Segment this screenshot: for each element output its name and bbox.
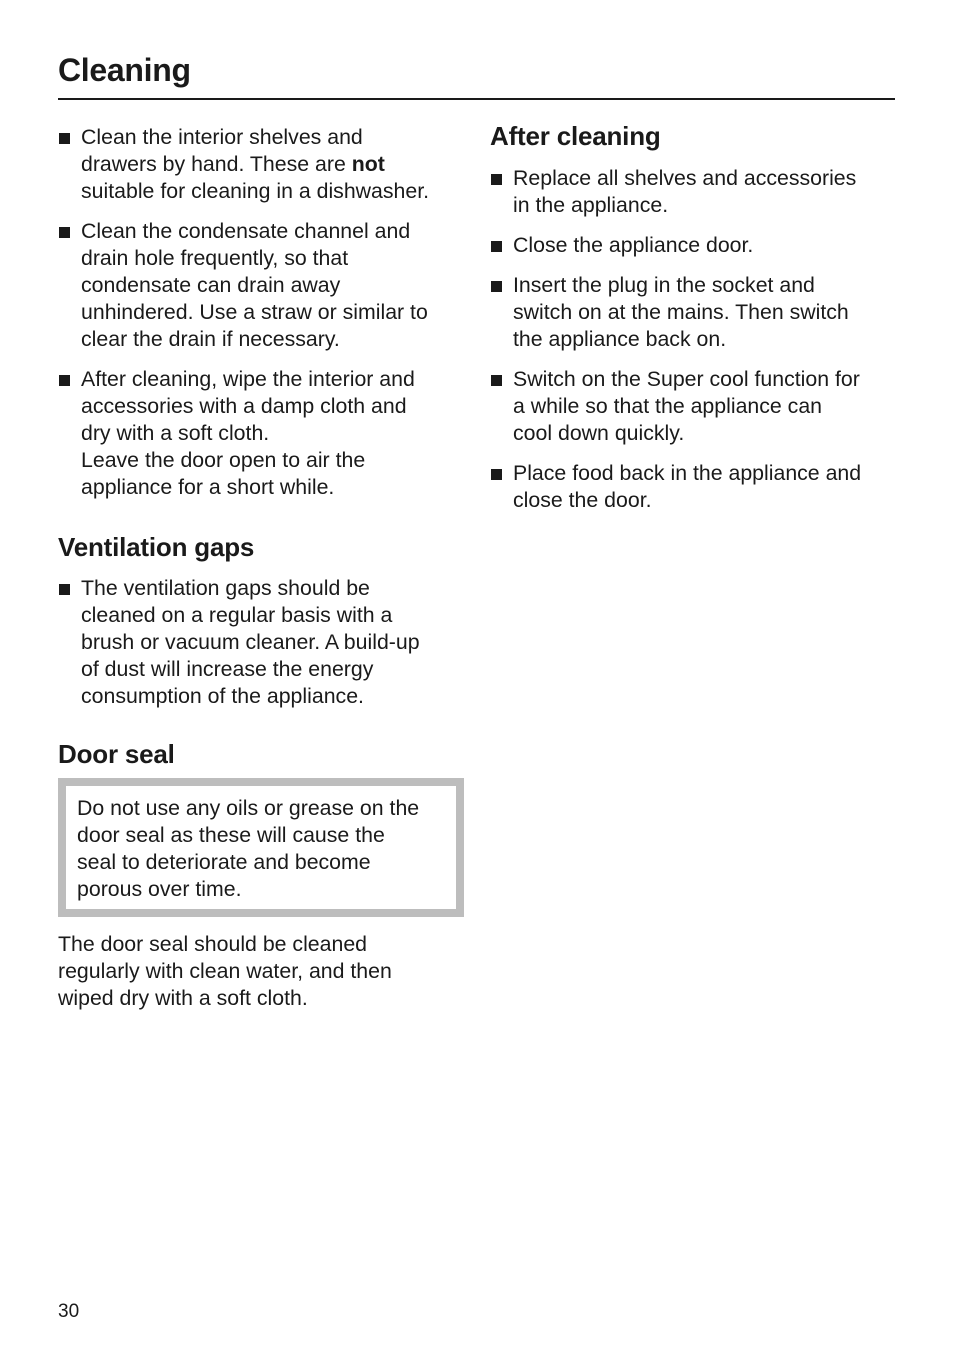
after-cleaning-heading: After cleaning: [490, 121, 661, 151]
bullet-line: The ventilation gaps should be: [81, 576, 370, 600]
list-item: [490, 272, 900, 353]
bullet-line: appliance for a short while.: [81, 475, 335, 499]
title-divider: [58, 98, 895, 100]
bullet-line: in the appliance.: [513, 193, 669, 217]
bullet-line: the appliance back on.: [513, 327, 727, 351]
bullet-line: Leave the door open to air the: [81, 448, 366, 472]
bullet-line: of dust will increase the energy: [81, 657, 374, 681]
square-bullet-icon: [59, 227, 70, 238]
bullet-line: Insert the plug in the socket and: [513, 273, 815, 297]
list-item: [490, 460, 900, 514]
bullet-line: Close the appliance door.: [513, 233, 754, 257]
paragraph-line: regularly with clean water, and then: [58, 959, 392, 983]
bullet-line: cleaned on a regular basis with a: [81, 603, 393, 627]
bullet-line: clear the drain if necessary.: [81, 327, 340, 351]
door-seal-warning-box: [58, 778, 464, 917]
warning-line: Do not use any oils or grease on the: [77, 796, 420, 820]
bullet-line: suitable for cleaning in a dishwasher.: [81, 179, 430, 203]
square-bullet-icon: [491, 469, 502, 480]
bullet-line: unhindered. Use a straw or similar to: [81, 300, 428, 324]
door-seal-heading: Door seal: [58, 739, 175, 769]
warning-line: porous over time.: [77, 877, 242, 901]
paragraph-line: The door seal should be cleaned: [58, 932, 368, 956]
bullet-line: [81, 151, 468, 178]
ventilation-bullet-list: [58, 575, 468, 723]
square-bullet-icon: [491, 281, 502, 292]
paragraph-line: wiped dry with a soft cloth.: [58, 986, 308, 1010]
bullet-line: Clean the interior shelves and: [81, 125, 363, 149]
ventilation-gaps-heading: Ventilation gaps: [58, 532, 255, 562]
bullet-line: close the door.: [513, 488, 652, 512]
bullet-line: Replace all shelves and accessories: [513, 166, 857, 190]
bullet-line: Place food back in the appliance and: [513, 461, 862, 485]
emphasis-not: not: [351, 152, 385, 176]
bullet-line: brush or vacuum cleaner. A build-up: [81, 630, 420, 654]
square-bullet-icon: [59, 133, 70, 144]
list-item: [58, 366, 468, 501]
bullet-line: Clean the condensate channel and: [81, 219, 411, 243]
bullet-line: accessories with a damp cloth and: [81, 394, 407, 418]
door-seal-instructions: [58, 931, 468, 1012]
list-item: [490, 232, 900, 259]
bullet-line: After cleaning, wipe the interior and: [81, 367, 415, 391]
bullet-line: consumption of the appliance.: [81, 684, 364, 708]
list-item: [58, 218, 468, 353]
square-bullet-icon: [59, 584, 70, 595]
bullet-line: cool down quickly.: [513, 421, 685, 445]
warning-line: seal to deteriorate and become: [77, 850, 371, 874]
list-item: [58, 124, 468, 205]
bullet-text: drawers by hand. These are: [81, 152, 352, 176]
after-cleaning-bullet-list: [490, 165, 900, 527]
page-number: 30: [58, 1301, 80, 1322]
list-item: [490, 165, 900, 219]
bullet-line: a while so that the appliance can: [513, 394, 823, 418]
warning-line: door seal as these will cause the: [77, 823, 385, 847]
bullet-line: dry with a soft cloth.: [81, 421, 270, 445]
square-bullet-icon: [491, 174, 502, 185]
square-bullet-icon: [491, 241, 502, 252]
bullet-line: switch on at the mains. Then switch: [513, 300, 849, 324]
page-title: Cleaning: [58, 52, 191, 88]
square-bullet-icon: [491, 375, 502, 386]
bullet-line: drain hole frequently, so that: [81, 246, 349, 270]
bullet-line: Switch on the Super cool function for: [513, 367, 860, 391]
bullet-line: condensate can drain away: [81, 273, 341, 297]
square-bullet-icon: [59, 375, 70, 386]
list-item: [490, 366, 900, 447]
list-item: [58, 575, 468, 710]
cleaning-bullet-list: [58, 124, 468, 514]
